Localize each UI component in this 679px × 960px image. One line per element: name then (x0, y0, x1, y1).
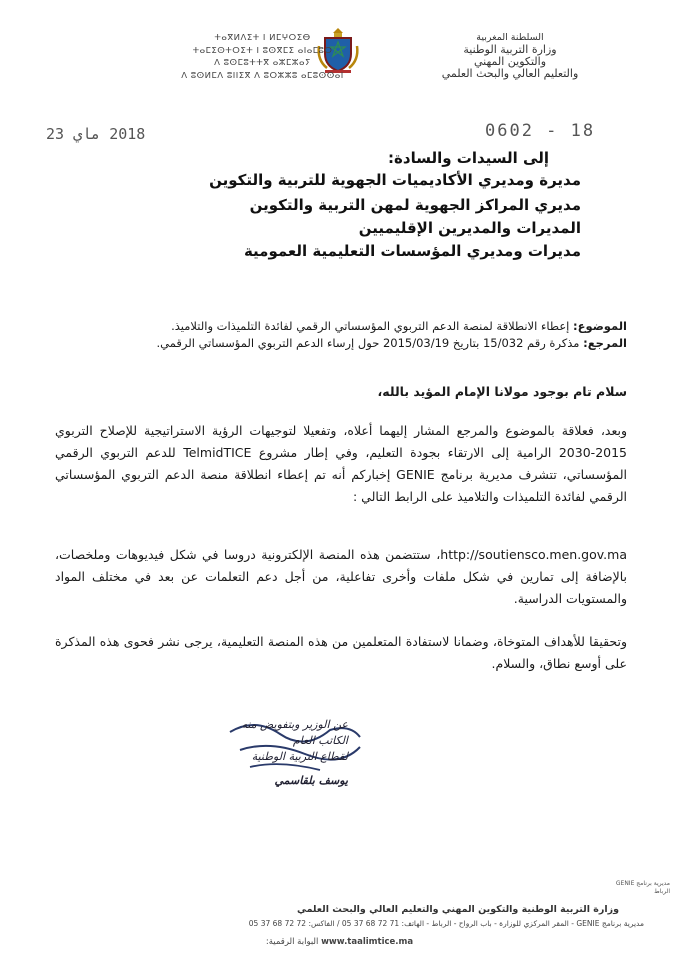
addressee-line: إلى السيدات والسادة: (388, 149, 549, 167)
footer-note (560, 880, 670, 896)
ministry-line: والتعليم العالي والبحث العلمي (441, 67, 579, 80)
signature-line: عن الوزير وبتفويض منه (241, 718, 348, 731)
ministry-line: ⵜⴰⴳⵍⴷⵉⵜ ⵏ ⵍⵎⵖⵔⵉⴱ (214, 33, 311, 43)
ministry-line: ⴷ ⵓⵙⵎⵓⵜⵜⴳ ⴰⵣⵎⵣⴰⵢ (214, 58, 311, 68)
addressee-line: مديري المراكز الجهوية لمهن التربية والتكوين (249, 196, 581, 214)
signature-name: يوسف بلقاسمي (274, 774, 348, 787)
addressee-line: المديرات والمديرين الإقليميين (358, 219, 581, 237)
signature-line: لقطاع التربية الوطنية (251, 750, 348, 763)
ministry-line: وزارة التربية الوطنية (463, 43, 557, 56)
body-paragraph: وبعد، فعلاقة بالموضوع والمرجع المشار إليهما أعلاه، وتفعيلا لتوجيهات الرؤية الاستراتيجية للإصلاح التربوي 2015-2030 الرامية إلى الارتقاء بجودة التعليم، وفي إطار مشروع TelmidTICE للدعم التربوي الرقمي المؤسساتي، تتشرف مديرية برنامج GENIE إخباركم أنه تم إعطاء انطلاقة منصة الدعم التربوي المؤسساتي الرقمي لفائدة التلميذات والتلاميذ على الرابط التالي : (55, 423, 628, 504)
reference-text: مذكرة رقم 15/032 بتاريخ 2015/03/19 حول إرساء الدعم التربوي المؤسساتي الرقمي. (156, 336, 580, 350)
subject-block (27, 318, 627, 352)
ministry-line: السلطنة المغربية (476, 32, 544, 43)
footer-website (35, 937, 644, 947)
footer-website-link[interactable]: www.taalimtice.ma (321, 937, 414, 947)
signature-block (228, 717, 348, 789)
addressee-line: مديرات ومديري المؤسسات التعليمية العمومية (243, 242, 581, 260)
subject-text: إعطاء الانطلاقة لمنصة الدعم التربوي المؤسساتي الرقمي لفائدة التلميذات والتلاميذ. (171, 319, 570, 333)
ministry-line: ⴷ ⵓⵙⵍⵎⴷ ⵓⵏⵏⵉⴳ ⴷ ⵓⵔⵣⵣⵓ ⴰⵎⵓⵙⵙⴰⵏ (181, 70, 344, 81)
reference-label: المرجع: (583, 336, 627, 350)
footer-website-label: البوابة الرقمية: (265, 937, 319, 947)
subject-label: الموضوع: (573, 319, 627, 333)
body-paragraph: http://soutiensco.men.gov.ma، ستتضمن هذه المنصة الإلكترونية دروسا في شكل فيديوهات وملخصات، بالإضافة إلى تمارين في شكل ملفات وأخرى تفاعلية، من أجل دعم التعلمات عن بعد في مختلف المواد والمستويات الدراسية. (55, 547, 627, 606)
body-paragraph: وتحقيقا للأهداف المتوخاة، وضمانا لاستفادة المتعلمين من هذه المنصة التعليمية، يرجى نشر فحوى هذه المذكرة على أوسع نطاق، والسلام. (55, 634, 627, 671)
greeting: سلام تام بوجود مولانا الإمام المؤيد بالله، (377, 384, 627, 399)
document-date: 2018 ماي 23 (46, 125, 146, 143)
footer-note-line: مديرية برنامج GENIE (615, 880, 670, 887)
addressee-line: مديرة ومديري الأكاديميات الجهوية للتربية والتكوين (209, 171, 581, 189)
signature-line: الكاتب العام (292, 734, 348, 747)
ministry-header-arabic (425, 32, 595, 80)
reference-number: 0602 - 18 (485, 121, 596, 141)
footer-ministry: وزارة التربية الوطنية والتكوين المهني والتعليم العالي والبحث العلمي (296, 904, 619, 915)
ministry-line: ⵜⴰⵎⵉⵙⵜⵔⵉⵜ ⵏ ⵓⵙⴳⵎⵉ ⴰⵏⴰⵎⵓⵔ (192, 45, 333, 56)
ministry-line: والتكوين المهني (473, 55, 547, 68)
footer-address: مديرية برنامج GENIE - المقر المركزي للوزارة - باب الرواح - الرباط - الهاتف: 71 72 68 37 05 / الفاكس: 72 72 68 37 05 (248, 919, 644, 928)
ministry-header-tifinagh (175, 32, 350, 82)
footer-note-line: الرباط (654, 888, 670, 895)
